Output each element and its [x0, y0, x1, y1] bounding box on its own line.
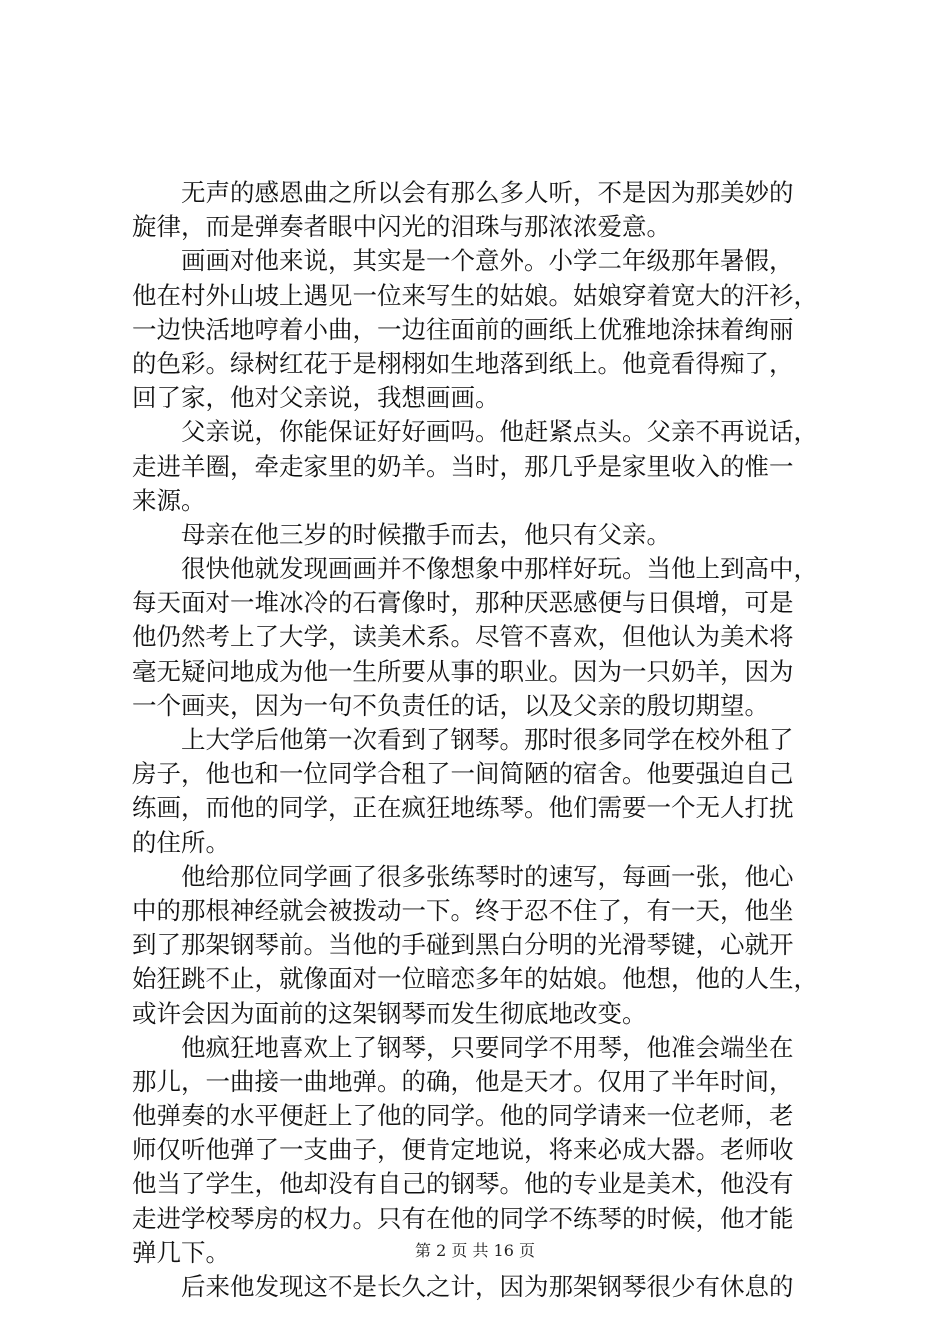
- text-line: 无声的感恩曲之所以会有那么多人听，不是因为那美妙的: [132, 178, 794, 207]
- text-line: 回了家，他对父亲说，我想画画。: [132, 383, 500, 413]
- text-line: 一个画夹，因为一句不负责任的话，以及父亲的殷切期望。: [132, 690, 769, 720]
- text-line: 他给那位同学画了很多张练琴时的速写，每画一张，他心: [132, 861, 794, 891]
- text-line: 他疯狂地喜欢上了钢琴，只要同学不用琴，他准会端坐在: [132, 1032, 794, 1062]
- text-line: 的色彩。绿树红花于是栩栩如生地落到纸上。他竟看得痴了，: [132, 348, 794, 378]
- text-line: 弹几下。: [132, 1237, 230, 1267]
- text-line: 毫无疑问地成为他一生所要从事的职业。因为一只奶羊，因为: [132, 656, 794, 686]
- text-line: 画画对他来说，其实是一个意外。小学二年级那年暑假，: [132, 246, 794, 276]
- text-line: 每天面对一堆冰冷的石膏像时，那种厌恶感便与日俱增，可是: [132, 588, 794, 618]
- text-line: 上大学后他第一次看到了钢琴。那时很多同学在校外租了: [132, 725, 794, 754]
- text-line: 来源。: [132, 485, 206, 515]
- text-line: 父亲说，你能保证好好画吗。他赶紧点头。父亲不再说话，: [132, 417, 818, 447]
- text-line: 母亲在他三岁的时候撒手而去，他只有父亲。: [132, 519, 671, 549]
- text-line: 走进羊圈，牵走家里的奶羊。当时，那几乎是家里收入的惟一: [132, 451, 794, 481]
- text-line: 或许会因为面前的这架钢琴而发生彻底地改变。: [132, 998, 647, 1028]
- text-line: 一边快活地哼着小曲，一边往面前的画纸上优雅地涂抹着绚丽: [132, 314, 794, 344]
- text-line: 到了那架钢琴前。当他的手碰到黑白分明的光滑琴键，心就开: [132, 930, 794, 960]
- document-body: [132, 176, 828, 1304]
- text-line: 师仅听他弹了一支曲子，便肯定地说，将来必成大器。老师收: [132, 1135, 794, 1165]
- text-line: 练画，而他的同学，正在疯狂地练琴。他们需要一个无人打扰: [132, 793, 794, 823]
- text-line: 他仍然考上了大学，读美术系。尽管不喜欢，但他认为美术将: [132, 622, 794, 652]
- text-line: 旋律，而是弹奏者眼中闪光的泪珠与那浓浓爱意。: [132, 212, 671, 242]
- text-line: 中的那根神经就会被拨动一下。终于忍不住了，有一天，他坐: [132, 895, 794, 925]
- text-line: 走进学校琴房的权力。只有在他的同学不练琴的时候，他才能: [132, 1203, 794, 1233]
- text-line: 那儿，一曲接一曲地弹。的确，他是天才。仅用了半年时间，: [132, 1066, 794, 1096]
- text-line: 很快他就发现画画并不像想象中那样好玩。当他上到高中，: [132, 554, 818, 584]
- text-line: 房子，他也和一位同学合租了一间简陋的宿舍。他要强迫自己: [132, 759, 794, 789]
- text-line: 的住所。: [132, 827, 230, 857]
- text-line: 他弹奏的水平便赶上了他的同学。他的同学请来一位老师，老: [132, 1101, 794, 1131]
- page-number-footer: 第 2 页 共 16 页: [415, 1241, 535, 1260]
- text-line: 他在村外山坡上遇见一位来写生的姑娘。姑娘穿着宽大的汗衫，: [132, 280, 818, 310]
- text-line: 后来他发现这不是长久之计，因为那架钢琴很少有休息的: [132, 1272, 794, 1301]
- text-line: 他当了学生，他却没有自己的钢琴。他的专业是美术，他没有: [132, 1169, 794, 1199]
- text-line: 始狂跳不止，就像面对一位暗恋多年的姑娘。他想，他的人生，: [132, 964, 818, 994]
